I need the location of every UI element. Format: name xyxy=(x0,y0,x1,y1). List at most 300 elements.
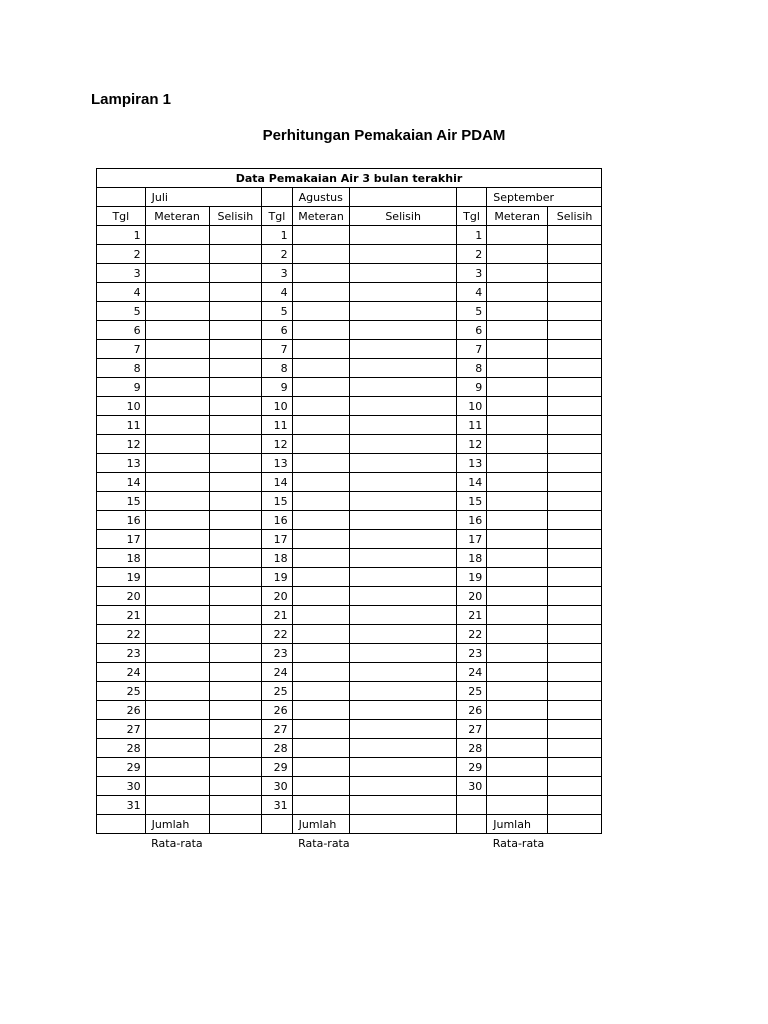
col-header-selisih: Selisih xyxy=(350,207,456,226)
meteran-cell xyxy=(145,359,209,378)
day-cell: 19 xyxy=(456,568,486,587)
day-cell: 23 xyxy=(262,644,292,663)
meteran-cell xyxy=(487,625,548,644)
day-cell: 26 xyxy=(97,701,146,720)
selisih-cell xyxy=(548,606,602,625)
day-cell: 18 xyxy=(97,549,146,568)
table-row xyxy=(97,796,602,815)
meteran-cell xyxy=(487,530,548,549)
table-row xyxy=(97,454,602,473)
selisih-cell xyxy=(548,701,602,720)
day-cell: 28 xyxy=(262,739,292,758)
selisih-cell xyxy=(350,625,456,644)
blank-cell xyxy=(97,834,146,853)
meteran-cell xyxy=(487,359,548,378)
day-cell: 31 xyxy=(262,796,292,815)
table-row xyxy=(97,321,602,340)
meteran-cell xyxy=(487,720,548,739)
table-row xyxy=(97,701,602,720)
day-cell: 9 xyxy=(262,378,292,397)
day-cell: 24 xyxy=(97,663,146,682)
meteran-cell xyxy=(292,302,350,321)
selisih-cell xyxy=(548,625,602,644)
meteran-cell xyxy=(487,568,548,587)
selisih-cell xyxy=(548,644,602,663)
meteran-cell xyxy=(292,397,350,416)
col-header-selisih: Selisih xyxy=(548,207,602,226)
table-row xyxy=(97,245,602,264)
selisih-cell xyxy=(350,682,456,701)
day-cell: 4 xyxy=(97,283,146,302)
selisih-cell xyxy=(350,530,456,549)
selisih-cell xyxy=(548,511,602,530)
selisih-cell xyxy=(209,739,262,758)
meteran-cell xyxy=(292,682,350,701)
day-cell: 26 xyxy=(456,701,486,720)
day-cell: 6 xyxy=(97,321,146,340)
selisih-cell xyxy=(350,397,456,416)
day-cell: 30 xyxy=(456,777,486,796)
day-cell: 2 xyxy=(262,245,292,264)
meteran-cell xyxy=(487,701,548,720)
day-cell: 2 xyxy=(97,245,146,264)
day-cell: 30 xyxy=(262,777,292,796)
day-cell: 6 xyxy=(456,321,486,340)
selisih-cell xyxy=(548,226,602,245)
day-cell: 9 xyxy=(97,378,146,397)
table-row xyxy=(97,644,602,663)
jumlah-label: Jumlah xyxy=(145,815,209,834)
table-row xyxy=(97,416,602,435)
table-row xyxy=(97,359,602,378)
day-cell: 2 xyxy=(456,245,486,264)
selisih-cell xyxy=(548,739,602,758)
blank-cell xyxy=(262,815,292,834)
selisih-cell xyxy=(209,682,262,701)
meteran-cell xyxy=(487,739,548,758)
selisih-cell xyxy=(350,454,456,473)
col-header-tgl: Tgl xyxy=(456,207,486,226)
selisih-cell xyxy=(350,340,456,359)
selisih-cell xyxy=(350,758,456,777)
selisih-cell xyxy=(350,663,456,682)
meteran-cell xyxy=(487,264,548,283)
table-row xyxy=(97,549,602,568)
selisih-cell xyxy=(350,264,456,283)
day-cell: 27 xyxy=(97,720,146,739)
day-cell: 6 xyxy=(262,321,292,340)
table-row xyxy=(97,473,602,492)
blank-cell xyxy=(209,834,262,853)
selisih-cell xyxy=(548,454,602,473)
table-row xyxy=(97,511,602,530)
day-cell: 10 xyxy=(97,397,146,416)
meteran-cell xyxy=(487,302,548,321)
selisih-cell xyxy=(350,416,456,435)
day-cell: 7 xyxy=(97,340,146,359)
blank-cell xyxy=(456,834,486,853)
meteran-cell xyxy=(145,606,209,625)
meteran-cell xyxy=(145,454,209,473)
meteran-cell xyxy=(292,511,350,530)
meteran-cell xyxy=(292,796,350,815)
meteran-cell xyxy=(487,777,548,796)
selisih-cell xyxy=(209,568,262,587)
meteran-cell xyxy=(292,359,350,378)
day-cell: 20 xyxy=(456,587,486,606)
jumlah-label: Jumlah xyxy=(487,815,548,834)
table-row xyxy=(97,739,602,758)
meteran-cell xyxy=(292,435,350,454)
blank-cell xyxy=(97,188,146,207)
meteran-cell xyxy=(292,587,350,606)
day-cell xyxy=(456,796,486,815)
meteran-cell xyxy=(292,530,350,549)
day-cell: 4 xyxy=(456,283,486,302)
day-cell: 12 xyxy=(262,435,292,454)
meteran-cell xyxy=(487,796,548,815)
selisih-cell xyxy=(350,739,456,758)
day-cell: 24 xyxy=(262,663,292,682)
table-row xyxy=(97,492,602,511)
selisih-cell xyxy=(548,416,602,435)
day-cell: 14 xyxy=(97,473,146,492)
day-cell: 31 xyxy=(97,796,146,815)
blank-cell xyxy=(350,188,456,207)
selisih-cell xyxy=(209,340,262,359)
selisih-cell xyxy=(548,321,602,340)
day-cell: 28 xyxy=(97,739,146,758)
meteran-cell xyxy=(292,720,350,739)
day-cell: 11 xyxy=(456,416,486,435)
day-cell: 15 xyxy=(456,492,486,511)
meteran-cell xyxy=(292,701,350,720)
col-header-meteran: Meteran xyxy=(292,207,350,226)
day-cell: 21 xyxy=(97,606,146,625)
day-cell: 11 xyxy=(262,416,292,435)
day-cell: 1 xyxy=(97,226,146,245)
meteran-cell xyxy=(145,663,209,682)
selisih-cell xyxy=(350,321,456,340)
selisih-cell xyxy=(548,720,602,739)
day-cell: 18 xyxy=(262,549,292,568)
table-row xyxy=(97,340,602,359)
selisih-cell xyxy=(209,416,262,435)
day-cell: 4 xyxy=(262,283,292,302)
table-row xyxy=(97,568,602,587)
month-juli: Juli xyxy=(145,188,262,207)
day-cell: 17 xyxy=(97,530,146,549)
day-cell: 3 xyxy=(97,264,146,283)
day-cell: 3 xyxy=(456,264,486,283)
day-cell: 12 xyxy=(456,435,486,454)
selisih-cell xyxy=(209,758,262,777)
meteran-cell xyxy=(145,739,209,758)
day-cell: 28 xyxy=(456,739,486,758)
day-cell: 13 xyxy=(456,454,486,473)
meteran-cell xyxy=(145,340,209,359)
day-cell: 21 xyxy=(262,606,292,625)
selisih-cell xyxy=(209,587,262,606)
selisih-cell xyxy=(350,435,456,454)
meteran-cell xyxy=(145,587,209,606)
meteran-cell xyxy=(292,264,350,283)
table-caption: Data Pemakaian Air 3 bulan terakhir xyxy=(97,169,602,188)
rata-rata-label: Rata-rata xyxy=(298,836,350,850)
meteran-cell xyxy=(145,796,209,815)
selisih-cell xyxy=(548,302,602,321)
day-cell: 5 xyxy=(262,302,292,321)
water-usage-table xyxy=(96,168,602,853)
selisih-cell xyxy=(548,530,602,549)
selisih-cell xyxy=(548,777,602,796)
meteran-cell xyxy=(292,340,350,359)
meteran-cell xyxy=(292,226,350,245)
month-agustus: Agustus xyxy=(292,188,350,207)
selisih-cell xyxy=(209,606,262,625)
day-cell: 16 xyxy=(262,511,292,530)
meteran-cell xyxy=(145,302,209,321)
day-cell: 8 xyxy=(456,359,486,378)
day-cell: 15 xyxy=(262,492,292,511)
meteran-cell xyxy=(292,663,350,682)
day-cell: 20 xyxy=(262,587,292,606)
day-cell: 25 xyxy=(262,682,292,701)
selisih-cell xyxy=(548,568,602,587)
selisih-cell xyxy=(548,663,602,682)
meteran-cell xyxy=(487,473,548,492)
meteran-cell xyxy=(487,758,548,777)
selisih-cell xyxy=(209,625,262,644)
day-cell: 7 xyxy=(262,340,292,359)
meteran-cell xyxy=(292,492,350,511)
table-row xyxy=(97,720,602,739)
selisih-cell xyxy=(350,720,456,739)
blank-cell xyxy=(262,188,292,207)
meteran-cell xyxy=(292,758,350,777)
selisih-cell xyxy=(209,378,262,397)
selisih-cell xyxy=(548,264,602,283)
rata-rata-row xyxy=(97,834,602,853)
meteran-cell xyxy=(487,340,548,359)
meteran-cell xyxy=(292,245,350,264)
meteran-cell xyxy=(292,625,350,644)
day-cell: 24 xyxy=(456,663,486,682)
meteran-cell xyxy=(145,283,209,302)
meteran-cell xyxy=(145,378,209,397)
day-cell: 8 xyxy=(97,359,146,378)
blank-cell xyxy=(209,815,262,834)
meteran-cell xyxy=(145,720,209,739)
meteran-cell xyxy=(145,530,209,549)
meteran-cell xyxy=(292,777,350,796)
selisih-cell xyxy=(548,758,602,777)
selisih-cell xyxy=(209,777,262,796)
day-cell: 10 xyxy=(262,397,292,416)
selisih-cell xyxy=(548,682,602,701)
meteran-cell xyxy=(145,777,209,796)
day-cell: 27 xyxy=(456,720,486,739)
meteran-cell xyxy=(145,701,209,720)
day-cell: 7 xyxy=(456,340,486,359)
table-row xyxy=(97,777,602,796)
table-row xyxy=(97,625,602,644)
jumlah-label: Jumlah xyxy=(292,815,350,834)
selisih-cell xyxy=(209,245,262,264)
meteran-cell xyxy=(292,568,350,587)
blank-cell xyxy=(97,815,146,834)
meteran-cell xyxy=(292,473,350,492)
selisih-cell xyxy=(350,302,456,321)
rata-rata-label: Rata-rata xyxy=(151,836,203,850)
selisih-cell xyxy=(548,549,602,568)
day-cell: 16 xyxy=(97,511,146,530)
selisih-cell xyxy=(209,473,262,492)
meteran-cell xyxy=(145,682,209,701)
col-header-meteran: Meteran xyxy=(487,207,548,226)
meteran-cell xyxy=(487,226,548,245)
meteran-cell xyxy=(145,245,209,264)
meteran-cell xyxy=(487,397,548,416)
table-row xyxy=(97,264,602,283)
day-cell: 17 xyxy=(456,530,486,549)
meteran-cell xyxy=(292,321,350,340)
selisih-cell xyxy=(548,378,602,397)
day-cell: 29 xyxy=(97,758,146,777)
table-row xyxy=(97,530,602,549)
col-header-selisih: Selisih xyxy=(209,207,262,226)
table-row xyxy=(97,682,602,701)
meteran-cell xyxy=(145,549,209,568)
day-cell: 30 xyxy=(97,777,146,796)
meteran-cell xyxy=(292,606,350,625)
meteran-cell xyxy=(487,454,548,473)
selisih-cell xyxy=(209,397,262,416)
blank-cell xyxy=(350,815,456,834)
day-cell: 27 xyxy=(262,720,292,739)
selisih-cell xyxy=(548,359,602,378)
meteran-cell xyxy=(487,682,548,701)
selisih-cell xyxy=(350,587,456,606)
day-cell: 8 xyxy=(262,359,292,378)
selisih-cell xyxy=(209,720,262,739)
selisih-cell xyxy=(209,454,262,473)
table-row xyxy=(97,302,602,321)
selisih-cell xyxy=(548,796,602,815)
meteran-cell xyxy=(145,492,209,511)
meteran-cell xyxy=(292,549,350,568)
meteran-cell xyxy=(292,454,350,473)
table-row xyxy=(97,606,602,625)
blank-cell xyxy=(456,188,486,207)
document-title: Perhitungan Pemakaian Air PDAM xyxy=(262,127,506,144)
meteran-cell xyxy=(145,511,209,530)
meteran-cell xyxy=(145,435,209,454)
day-cell: 14 xyxy=(262,473,292,492)
selisih-cell xyxy=(350,226,456,245)
day-cell: 1 xyxy=(262,226,292,245)
selisih-cell xyxy=(350,777,456,796)
day-cell: 22 xyxy=(97,625,146,644)
selisih-cell xyxy=(209,530,262,549)
selisih-cell xyxy=(209,226,262,245)
day-cell: 19 xyxy=(97,568,146,587)
day-cell: 10 xyxy=(456,397,486,416)
rata-rata-label: Rata-rata xyxy=(492,836,545,850)
table-row xyxy=(97,283,602,302)
blank-cell xyxy=(262,834,292,853)
meteran-cell xyxy=(292,739,350,758)
day-cell: 25 xyxy=(97,682,146,701)
day-cell: 19 xyxy=(262,568,292,587)
meteran-cell xyxy=(487,549,548,568)
day-cell: 26 xyxy=(262,701,292,720)
selisih-cell xyxy=(548,340,602,359)
selisih-cell xyxy=(209,321,262,340)
day-cell: 21 xyxy=(456,606,486,625)
table-row xyxy=(97,435,602,454)
day-cell: 12 xyxy=(97,435,146,454)
selisih-cell xyxy=(350,644,456,663)
day-cell: 16 xyxy=(456,511,486,530)
day-cell: 5 xyxy=(456,302,486,321)
blank-cell xyxy=(548,815,602,834)
day-cell: 5 xyxy=(97,302,146,321)
selisih-cell xyxy=(350,359,456,378)
day-cell: 22 xyxy=(456,625,486,644)
selisih-cell xyxy=(350,473,456,492)
day-cell: 18 xyxy=(456,549,486,568)
selisih-cell xyxy=(350,701,456,720)
col-header-tgl: Tgl xyxy=(97,207,146,226)
table-row xyxy=(97,758,602,777)
meteran-cell xyxy=(145,473,209,492)
meteran-cell xyxy=(145,758,209,777)
day-cell: 9 xyxy=(456,378,486,397)
day-cell: 25 xyxy=(456,682,486,701)
meteran-cell xyxy=(487,283,548,302)
day-cell: 1 xyxy=(456,226,486,245)
col-header-meteran: Meteran xyxy=(145,207,209,226)
day-cell: 23 xyxy=(456,644,486,663)
selisih-cell xyxy=(548,587,602,606)
meteran-cell xyxy=(292,283,350,302)
selisih-cell xyxy=(209,264,262,283)
selisih-cell xyxy=(209,644,262,663)
selisih-cell xyxy=(209,302,262,321)
meteran-cell xyxy=(487,663,548,682)
meteran-cell xyxy=(145,321,209,340)
table-row xyxy=(97,663,602,682)
day-cell: 3 xyxy=(262,264,292,283)
day-cell: 22 xyxy=(262,625,292,644)
meteran-cell xyxy=(487,587,548,606)
selisih-cell xyxy=(209,492,262,511)
selisih-cell xyxy=(209,435,262,454)
selisih-cell xyxy=(548,473,602,492)
meteran-cell xyxy=(292,644,350,663)
day-cell: 17 xyxy=(262,530,292,549)
day-cell: 13 xyxy=(97,454,146,473)
day-cell: 14 xyxy=(456,473,486,492)
selisih-cell xyxy=(350,245,456,264)
meteran-cell xyxy=(145,644,209,663)
selisih-cell xyxy=(350,378,456,397)
day-cell: 13 xyxy=(262,454,292,473)
meteran-cell xyxy=(487,492,548,511)
selisih-cell xyxy=(209,283,262,302)
selisih-cell xyxy=(350,283,456,302)
